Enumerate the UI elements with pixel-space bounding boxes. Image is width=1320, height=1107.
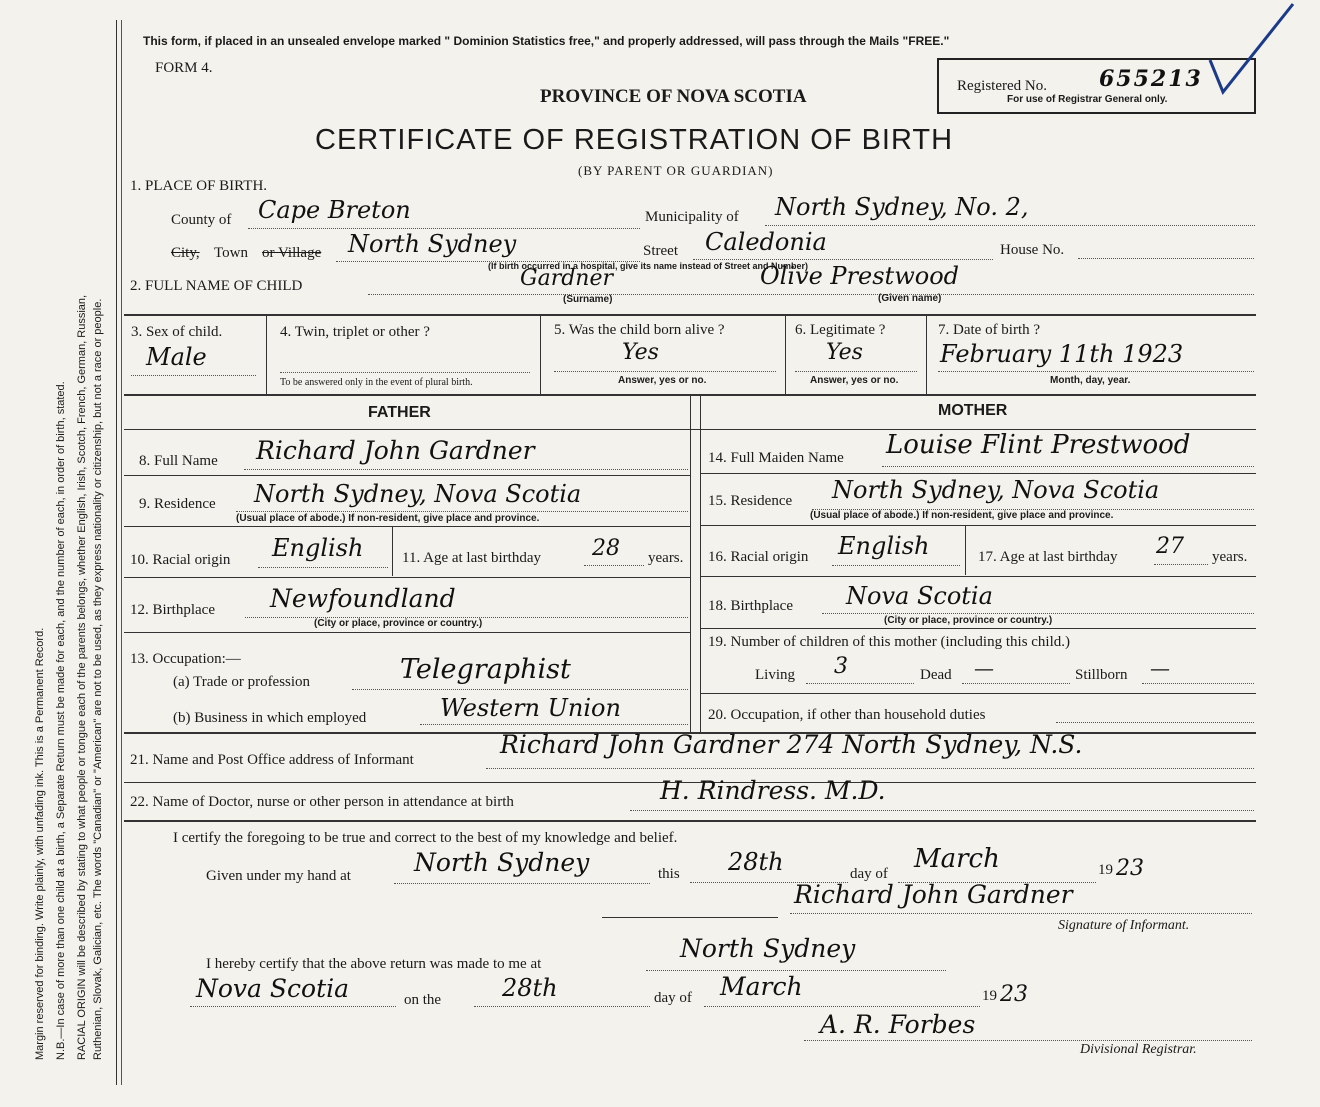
father-age-divider <box>392 526 393 576</box>
row-divider-1 <box>266 316 267 394</box>
born-alive-line <box>554 371 776 372</box>
informant-line <box>486 768 1254 769</box>
mother-race-value: English <box>838 532 930 560</box>
mother-name-value: Louise Flint Prestwood <box>886 430 1191 460</box>
given-under-label: Given under my hand at <box>206 868 351 884</box>
margin-rule-inner <box>121 20 122 1085</box>
street-value: Caledonia <box>705 228 827 256</box>
father-race-line <box>258 567 388 568</box>
legitimate-label: 6. Legitimate ? <box>795 322 886 338</box>
form-number: FORM 4. <box>155 60 213 76</box>
dead-label: Dead <box>920 667 952 683</box>
father-birthplace-label: 12. Birthplace <box>130 602 215 618</box>
registrar-place1-value: North Sydney <box>680 934 856 963</box>
certify-year-value: 23 <box>1116 856 1144 881</box>
mother-row-rule-1 <box>700 473 1256 474</box>
living-label: Living <box>755 667 795 683</box>
registrar-day-value: 28th <box>502 974 558 1002</box>
mother-residence-note: (Usual place of abode.) If non-resident, give place and province. <box>810 510 1114 521</box>
signature-line <box>790 913 1252 914</box>
row-divider-2 <box>540 316 541 394</box>
father-trade-label: (a) Trade or profession <box>173 674 311 690</box>
mother-age-label: 17. Age at last birthday <box>978 549 1118 565</box>
municipality-line <box>765 225 1255 226</box>
father-birthplace-value: Newfoundland <box>270 584 456 613</box>
hospital-note: (If birth occurred in a hospital, give its name instead of Street and Number) <box>488 261 809 271</box>
county-line <box>248 228 640 229</box>
living-line <box>806 683 914 684</box>
sex-value: Male <box>146 343 207 371</box>
father-residence-line <box>236 511 688 512</box>
father-trade-line <box>352 689 688 690</box>
margin-note-racial-origin: RACIAL ORIGIN will be described by stating to what people or tongue each of the parents belongs, whether English, Irish, Scotch, French, German, Russian, <box>76 294 88 1060</box>
registered-note: For use of Registrar General only. <box>1007 94 1168 105</box>
child-name-label: 2. FULL NAME OF CHILD <box>130 278 303 294</box>
certificate-subtitle: (BY PARENT OR GUARDIAN) <box>578 163 774 178</box>
mother-name-label: 14. Full Maiden Name <box>708 450 844 466</box>
registrar-signature: A. R. Forbes <box>820 1010 976 1039</box>
mother-occupation-label: 20. Occupation, if other than household duties <box>708 707 986 723</box>
certify-statement: I certify the foregoing to be true and correct to the best of my knowledge and belief. <box>173 830 678 846</box>
mother-heading: MOTHER <box>938 402 1008 419</box>
certify-day-value: 28th <box>728 848 784 876</box>
informant-label: 21. Name and Post Office address of Informant <box>130 752 414 768</box>
mother-birthplace-value: Nova Scotia <box>846 582 993 610</box>
given-place-line <box>394 883 650 884</box>
place-of-birth-heading: 1. PLACE OF BIRTH. <box>130 178 268 194</box>
margin-note-racial-origin-cont: Ruthenian, Slovak, Galician, etc. The words "Canadian" or "American" are not to be used, as they express nationality or citizenship, but not a race or people. <box>92 298 104 1060</box>
dob-value: February 11th 1923 <box>940 340 1184 368</box>
certificate-title: CERTIFICATE OF REGISTRATION OF BIRTH <box>315 124 954 156</box>
father-birthplace-note: (City or place, province or country.) <box>314 618 483 629</box>
registered-value: 655213 <box>1099 66 1203 92</box>
stillborn-value: — <box>1150 656 1170 680</box>
county-value: Cape Breton <box>258 196 411 224</box>
row-divider-3 <box>785 316 786 394</box>
registrar-place-line <box>646 970 946 971</box>
certify-sign-short-rule <box>602 917 778 918</box>
twin-line <box>280 372 530 373</box>
certify-month-value: March <box>914 844 1000 874</box>
doctor-label: 22. Name of Doctor, nurse or other person in attendance at birth <box>130 794 514 810</box>
twin-label: 4. Twin, triplet or other ? <box>280 324 430 340</box>
father-heading: FATHER <box>368 404 431 421</box>
father-age-line <box>584 565 644 566</box>
certify-day-of-label: day of <box>850 866 888 882</box>
town-value: North Sydney <box>348 230 517 258</box>
registered-label: Registered No. <box>957 78 1047 94</box>
father-name-line <box>244 469 688 470</box>
informant-signature: Richard John Gardner <box>794 880 1073 909</box>
legitimate-caption: Answer, yes or no. <box>810 375 899 386</box>
mother-years-label: years. <box>1212 549 1248 565</box>
mother-race-line <box>832 565 960 566</box>
dob-line <box>938 371 1254 372</box>
registrar-day-line <box>474 1006 650 1007</box>
registrar-caption: Divisional Registrar. <box>1080 1042 1197 1057</box>
dead-line <box>962 683 1070 684</box>
registrar-on-the-label: on the <box>404 992 442 1008</box>
father-trade-value: Telegraphist <box>400 654 571 685</box>
registrar-signature-line <box>804 1040 1252 1041</box>
child-name-line <box>368 294 1254 295</box>
city-label: City, <box>171 245 200 261</box>
father-residence-label: 9. Residence <box>139 496 216 512</box>
registrar-statement: I hereby certify that the above return was made to me at <box>206 956 542 972</box>
mother-age-divider <box>965 525 966 575</box>
street-line <box>693 259 993 260</box>
village-label: or Village <box>262 245 322 261</box>
father-row-rule-4 <box>124 632 690 633</box>
twin-note: To be answered only in the event of plural birth. <box>280 377 473 388</box>
mother-birthplace-note: (City or place, province or country.) <box>884 615 1053 626</box>
given-place-value: North Sydney <box>414 848 590 877</box>
legitimate-value: Yes <box>826 340 863 365</box>
father-residence-note: (Usual place of abode.) If non-resident, give place and province. <box>236 513 540 524</box>
mother-birthplace-line <box>822 613 1254 614</box>
father-occupation-label: 13. Occupation:— <box>130 651 241 667</box>
living-value: 3 <box>834 654 848 679</box>
this-label: this <box>658 866 680 882</box>
dob-label: 7. Date of birth ? <box>938 322 1041 338</box>
father-name-label: 8. Full Name <box>139 453 218 469</box>
doctor-line <box>630 810 1254 811</box>
dead-value: — <box>974 656 994 680</box>
legitimate-line <box>795 371 917 372</box>
registrar-month-value: March <box>720 972 803 1001</box>
father-business-label: (b) Business in which employed <box>173 710 367 726</box>
father-name-value: Richard John Gardner <box>256 436 535 465</box>
house-number-label: House No. <box>1000 242 1065 258</box>
father-age-label: 11. Age at last birthday <box>402 550 541 566</box>
father-race-value: English <box>272 534 364 562</box>
mother-age-value: 27 <box>1156 534 1184 559</box>
margin-rule <box>116 20 117 1085</box>
municipality-label: Municipality of <box>645 209 739 225</box>
surname-caption: (Surname) <box>563 294 613 305</box>
sex-line <box>131 375 256 376</box>
doctor-rule <box>124 820 1256 822</box>
mother-row-rule-4 <box>700 628 1256 629</box>
dob-caption: Month, day, year. <box>1050 375 1131 386</box>
registrar-year-prefix: 19 <box>982 988 997 1004</box>
informant-value: Richard John Gardner 274 North Sydney, N.S. <box>500 730 1083 759</box>
mail-note: This form, if placed in an unsealed envelope marked " Dominion Statistics free," and properly addressed, will pass through the Mails "FREE." <box>143 34 950 48</box>
doctor-value: H. Rindress. M.D. <box>660 776 886 805</box>
father-business-value: Western Union <box>440 694 621 722</box>
check-mark-icon <box>1205 0 1300 100</box>
born-alive-value: Yes <box>622 340 659 365</box>
mother-row-rule-5 <box>700 693 1256 694</box>
row-top-rule <box>124 314 1256 316</box>
registrar-month-line <box>704 1006 980 1007</box>
child-given-value: Olive Prestwood <box>760 262 960 290</box>
father-row-rule-3 <box>124 577 690 578</box>
father-age-value: 28 <box>592 536 620 561</box>
mother-race-label: 16. Racial origin <box>708 549 809 565</box>
mother-name-line <box>882 466 1254 467</box>
municipality-value: North Sydney, No. 2, <box>775 193 1029 221</box>
mother-residence-label: 15. Residence <box>708 493 793 509</box>
center-divider-2 <box>700 396 701 732</box>
county-label: County of <box>171 212 232 228</box>
born-alive-caption: Answer, yes or no. <box>618 375 707 386</box>
registrar-day-of-label: day of <box>654 990 692 1006</box>
mother-row-rule-3 <box>700 576 1256 577</box>
father-business-line <box>420 724 688 725</box>
given-caption: (Given name) <box>878 293 942 304</box>
province-title: PROVINCE OF NOVA SCOTIA <box>540 86 807 107</box>
center-divider <box>690 396 691 732</box>
signature-caption: Signature of Informant. <box>1058 918 1190 933</box>
registrar-place2-value: Nova Scotia <box>196 974 350 1003</box>
house-number-line <box>1078 258 1254 259</box>
mother-row-rule-2 <box>700 525 1256 526</box>
child-surname-value: Gardner <box>520 266 613 291</box>
margin-note-nb: N.B.—In case of more than one child at a birth, a Separate Return must be made for each, and the number of each, in order of birth, stated. <box>55 381 67 1060</box>
father-row-rule-1 <box>124 475 690 476</box>
registrar-year-value: 23 <box>1000 982 1028 1007</box>
mother-occupation-line <box>1056 722 1254 723</box>
stillborn-label: Stillborn <box>1075 667 1128 683</box>
registrar-place2-line <box>190 1006 396 1007</box>
margin-note-binding: Margin reserved for binding. Write plainly, with unfading ink. This is a Permanent Record. <box>34 627 46 1060</box>
born-alive-label: 5. Was the child born alive ? <box>554 322 725 338</box>
father-row-rule-2 <box>124 526 690 527</box>
street-label: Street <box>643 243 678 259</box>
father-years-label: years. <box>648 550 684 566</box>
father-race-label: 10. Racial origin <box>130 552 231 568</box>
mother-birthplace-label: 18. Birthplace <box>708 598 793 614</box>
mother-children-label: 19. Number of children of this mother (including this child.) <box>708 634 1071 650</box>
certify-year-prefix: 19 <box>1098 862 1113 878</box>
sex-label: 3. Sex of child. <box>131 324 223 340</box>
row-divider-4 <box>926 316 927 394</box>
mother-residence-value: North Sydney, Nova Scotia <box>832 476 1160 504</box>
father-residence-value: North Sydney, Nova Scotia <box>254 480 582 508</box>
mother-age-line <box>1154 564 1208 565</box>
stillborn-line <box>1142 683 1254 684</box>
town-label: Town <box>214 245 248 261</box>
